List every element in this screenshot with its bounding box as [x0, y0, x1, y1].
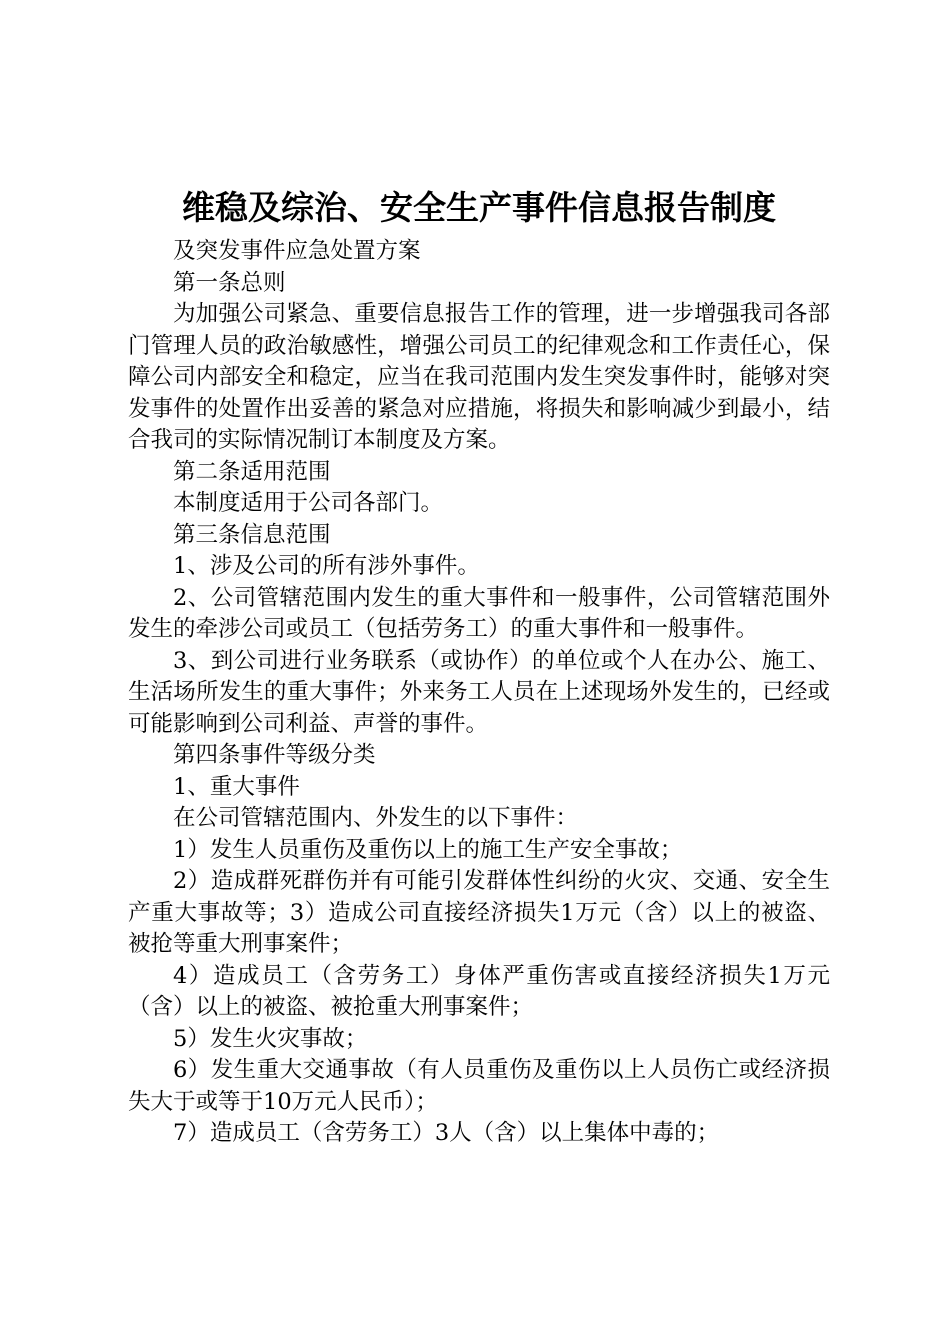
list-item: 3、到公司进行业务联系（或协作）的单位或个人在办公、施工、生活场所发生的重大事件；外来务工人员在上述现场外发生的，已经或可能影响到公司利益、声誉的事件。 [128, 647, 830, 737]
paragraph: 为加强公司紧急、重要信息报告工作的管理，进一步增强我司各部门管理人员的政治敏感性，增强公司员工的纪律观念和工作责任心，保障公司内部安全和稳定，应当在我司范围内发生突发事件时，能够对突发事件的处置作出妥善的紧急对应措施，将损失和影响减少到最小，结合我司的实际情况制订本制度及方案。 [128, 301, 830, 453]
paragraph: 在公司管辖范围内、外发生的以下事件： [173, 805, 579, 831]
list-item: 1、重大事件 [173, 773, 300, 800]
list-item: 7）造成员工（含劳务工）3人（含）以上集体中毒的； [173, 1120, 720, 1146]
section-heading-4: 第四条事件等级分类 [173, 742, 376, 768]
list-item: 2）造成群死群伤并有可能引发群体性纠纷的火灾、交通、安全生产重大事故等；3）造成公司直接经济损失1万元（含）以上的被盗、被抢等重大刑事案件； [128, 868, 830, 957]
list-item: 2、公司管辖范围内发生的重大事件和一般事件，公司管辖范围外发生的牵涉公司或员工（包括劳务工）的重大事件和一般事件。 [128, 584, 830, 642]
section-heading-2: 第二条适用范围 [173, 458, 331, 485]
list-item: 1）发生人员重伤及重伤以上的施工生产安全事故； [173, 836, 683, 863]
list-item: 6）发生重大交通事故（有人员重伤及重伤以上人员伤亡或经济损失大于或等于10万元人民币）； [128, 1057, 830, 1115]
paragraph: 本制度适用于公司各部门。 [173, 490, 444, 516]
list-item: 4）造成员工（含劳务工）身体严重伤害或直接经济损失1万元（含）以上的被盗、被抢重大刑事案件； [128, 962, 830, 1020]
document-title: 维稳及综治、安全生产事件信息报告制度 [182, 188, 776, 227]
list-item: 5）发生火灾事故； [173, 1025, 368, 1052]
section-heading-3: 第三条信息范围 [173, 521, 331, 548]
document-body [128, 236, 830, 1150]
subtitle-paragraph: 及突发事件应急处置方案 [173, 238, 421, 264]
section-heading-1: 第一条总则 [173, 269, 286, 296]
list-item: 1、涉及公司的所有涉外事件。 [173, 553, 480, 579]
